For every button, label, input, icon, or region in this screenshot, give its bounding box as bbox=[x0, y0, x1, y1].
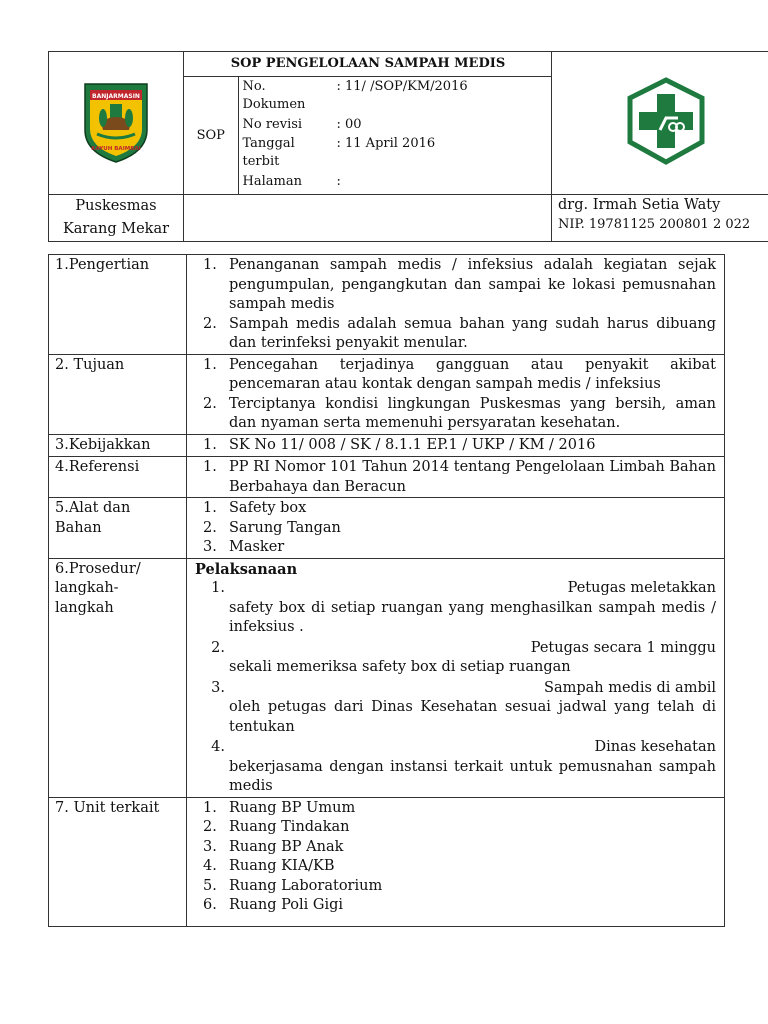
section-body-alat bbox=[187, 498, 725, 559]
section-body-referensi bbox=[187, 457, 725, 498]
list-item: 4. Dinas kesehatan bekerjasama dengan instansi terkait untuk pemusnahan sampah medis bbox=[211, 739, 716, 794]
puskesmas-name-cell bbox=[49, 195, 184, 242]
field-value-no-revisi: : 00 bbox=[336, 117, 362, 132]
sop-fields-cell bbox=[238, 77, 552, 195]
list-item: 3. Sampah medis di ambil oleh petugas dari Dinas Kesehatan sesuai jadwal yang telah di tentukan bbox=[211, 679, 716, 735]
list-item: 3. Masker bbox=[203, 539, 285, 555]
section-label-alat: 5.Alat dan Bahan bbox=[49, 498, 187, 559]
section-body-unit bbox=[187, 797, 725, 927]
section-label-kebijakkan: 3.Kebijakkan bbox=[49, 434, 187, 457]
document-title: SOP PENGELOLAAN SAMPAH MEDIS bbox=[184, 52, 552, 77]
section-body-tujuan bbox=[187, 354, 725, 434]
puskesmas-line2: Karang Mekar bbox=[62, 221, 170, 237]
puskesmas-logo-icon bbox=[626, 76, 706, 166]
list-item: 4. Ruang KIA/KB bbox=[203, 858, 335, 874]
blank-cell bbox=[184, 195, 552, 242]
city-emblem-icon bbox=[81, 78, 151, 164]
sop-meta-cell bbox=[184, 52, 552, 195]
doctor-nip: NIP. 19781125 200801 2 022 bbox=[558, 217, 751, 232]
list-item: 1. Penanganan sampah medis / infeksius adalah kegiatan sejak pengumpulan, pengangkutan dan sampai ke lokasi pemusnahan sampah medis bbox=[203, 257, 716, 312]
section-body-kebijakkan bbox=[187, 434, 725, 457]
section-label-referensi: 4.Referensi bbox=[49, 457, 187, 498]
puskesmas-line1: Puskesmas bbox=[75, 198, 157, 214]
field-label-halaman: Halaman bbox=[242, 174, 302, 189]
list-item: 2. Terciptanya kondisi lingkungan Puskesmas yang bersih, aman dan nyaman serta memenuhi persyaratan kesehatan. bbox=[203, 395, 716, 431]
field-value-no-dokumen: : 11/ /SOP/KM/2016 bbox=[336, 79, 468, 94]
section-body-prosedur bbox=[187, 558, 725, 797]
section-body-pengertian bbox=[187, 255, 725, 355]
city-logo-cell bbox=[49, 52, 184, 195]
field-value-tanggal: : 11 April 2016 bbox=[336, 136, 436, 151]
emblem-text-bottom: KAYUH BAIMBAI bbox=[91, 146, 141, 152]
list-item: 1. Ruang BP Umum bbox=[203, 799, 356, 816]
section-label-prosedur: 6.Prosedur/ langkah- langkah bbox=[49, 558, 187, 797]
section-label-pengertian: 1.Pengertian bbox=[49, 255, 187, 355]
sop-content-table bbox=[48, 254, 725, 927]
health-logo-cell bbox=[552, 52, 768, 195]
emblem-text-top: BANJARMASIN bbox=[92, 93, 140, 100]
field-label-tanggal: Tanggal terbit bbox=[242, 136, 295, 169]
list-item: 6. Ruang Poli Gigi bbox=[203, 897, 344, 913]
field-label-no-dokumen: No. Dokumen bbox=[242, 79, 306, 112]
section-label-tujuan: 2. Tujuan bbox=[49, 354, 187, 434]
list-item: 2. Ruang Tindakan bbox=[203, 819, 350, 835]
list-item: 2. Sarung Tangan bbox=[203, 519, 341, 536]
field-label-no-revisi: No revisi bbox=[242, 117, 303, 132]
list-item: 2. Petugas secara 1 minggu sekali memeriksa safety box di setiap ruangan bbox=[211, 639, 716, 675]
list-item: 5. Ruang Laboratorium bbox=[203, 877, 383, 894]
doctor-name: drg. Irmah Setia Waty bbox=[558, 197, 721, 213]
list-item: 3. Ruang BP Anak bbox=[203, 838, 344, 855]
field-value-halaman: : bbox=[336, 174, 341, 189]
list-item: 1. SK No 11/ 008 / SK / 8.1.1 EP.1 / UKP / KM / 2016 bbox=[203, 436, 596, 453]
list-item: 1. Petugas meletakkan safety box di setiap ruangan yang menghasilkan sampah medis / infeksius . bbox=[211, 580, 716, 635]
list-item: 2. Sampah medis adalah semua bahan yang sudah harus dibuang dan terinfeksi penyakit menular. bbox=[203, 315, 716, 351]
list-item: 1. Safety box bbox=[203, 500, 307, 516]
header-table bbox=[48, 51, 768, 242]
sop-label: SOP bbox=[184, 77, 238, 195]
prosedur-heading: Pelaksanaan bbox=[195, 560, 298, 578]
list-item: 1. Pencegahan terjadinya gangguan atau penyakit akibat pencemaran atau kontak dengan sampah medis / infeksius bbox=[203, 356, 716, 392]
sop-fields-table bbox=[239, 77, 553, 191]
signatory-cell bbox=[552, 195, 768, 242]
section-label-unit: 7. Unit terkait bbox=[49, 797, 187, 927]
list-item: 1. PP RI Nomor 101 Tahun 2014 tentang Pengelolaan Limbah Bahan Berbahaya dan Beracun bbox=[203, 459, 716, 495]
sop-meta-table bbox=[184, 52, 552, 194]
